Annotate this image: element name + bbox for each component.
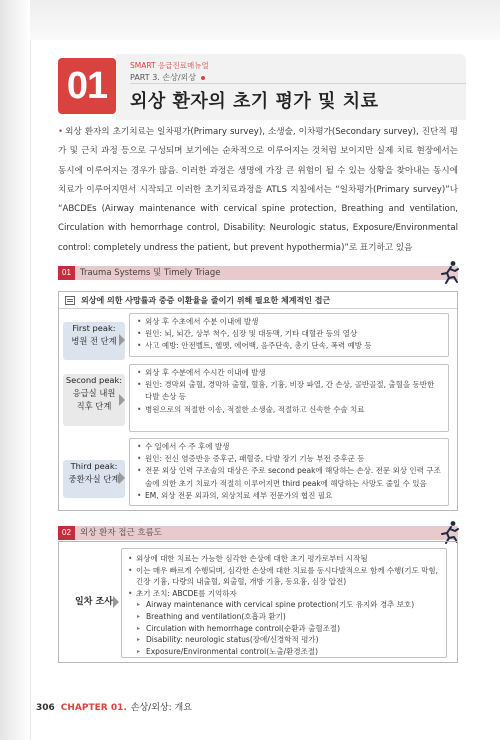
- section-bar-1: [58, 266, 458, 280]
- abcde-item: ▸ Circulation with hemorrhage control(순환과 출혈조절): [128, 623, 440, 635]
- running-figure-icon: [438, 260, 460, 284]
- table-heading-row: [59, 292, 457, 309]
- abcde-item: ▸ Breathing and ventilation(호흡과 환기): [128, 611, 440, 623]
- list-icon: [65, 296, 75, 305]
- row-box-1: [129, 313, 449, 357]
- row-label-3-line2: 중환자실 단계: [68, 474, 120, 484]
- spine-line: [30, 40, 31, 740]
- part-label-row: [130, 72, 205, 83]
- part-label: PART 3. 손상/외상: [130, 73, 196, 82]
- arrow-icon: [113, 596, 119, 608]
- arrow-icon: [119, 472, 125, 484]
- chapter-number-badge: [58, 58, 116, 114]
- footer-chapter: CHAPTER 01.: [60, 703, 127, 713]
- page-title: 외상 환자의 초기 평가 및 치료: [130, 91, 379, 112]
- list-item: • 원인: 뇌, 뇌간, 상부 척수, 심장 및 대동맥, 기타 대혈관 등의 열상: [137, 328, 442, 340]
- row-label-2: [65, 374, 123, 413]
- page-top-shadow: [0, 0, 500, 40]
- list-item: • EM, 외상 전문 외과의, 외상치료 세부 전문가의 협진 필요: [137, 490, 442, 502]
- list-item: • 원인: 경막외 출혈, 경막하 출혈, 혈흉, 기흉, 비장 파열, 간 손상, 골반골절, 출혈을 동반한 다발 손상 등: [137, 379, 442, 403]
- series-label: SMART 응급진료매뉴얼: [130, 61, 209, 70]
- list-item: • 원인: 전신 염증반응 증후군, 패혈증, 다발 장기 기능 부전 증후군 등: [137, 453, 442, 465]
- row-label-3: [65, 460, 123, 486]
- intro-paragraph: [58, 123, 458, 258]
- page-footer: [36, 700, 192, 713]
- row-label-1-line1: First peak:: [72, 323, 116, 333]
- list-item: • 외상 후 수초에서 수분 이내에 발생: [137, 316, 442, 328]
- bullet-icon: •: [58, 127, 64, 137]
- row-label-3-line1: Third peak:: [70, 461, 118, 471]
- trauma-peaks-table: [58, 291, 458, 511]
- list-item: • 외상에 대한 치료는 가능한 심각한 손상에 대한 초기 평가로부터 시작됨: [128, 553, 440, 565]
- list-item: • 사고 예방: 안전벨트, 헬멧, 에어백, 음주단속, 총기 단속, 폭력 예방 등: [137, 340, 442, 352]
- row-box-3: [129, 438, 449, 506]
- table-heading: 외상에 의한 사망률과 중증 이환율을 줄이기 위해 필요한 체계적인 접근: [81, 296, 331, 305]
- row-label-2-line3: 직후 단계: [76, 401, 112, 411]
- list-item: • 수 일에서 수 주 후에 발생: [137, 441, 442, 453]
- footer-chapter-title: 손상/외상: 개요: [130, 703, 192, 713]
- section-number-1: 01: [58, 266, 75, 280]
- list-item: • 전문 외상 인력 구조술의 대상은 주로 second peak에 해당하는 손상. 전문 외상 인력 구조술에 의한 초기 치료가 적절히 이루어지면 third peak에 해당하는 사망도 줄일 수 있음: [137, 465, 442, 489]
- section-title-1: Trauma Systems 및 Timely Triage: [80, 268, 221, 278]
- list-item: • 이는 매우 빠르게 수행되며, 심각한 손상에 대한 치료를 동시다발적으로 함께 수행(기도 막힘, 긴장 기흉, 다량의 내출혈, 외출혈, 개방 기흉, 동요흉, 심장 압전): [128, 565, 440, 588]
- primary-survey-label: 일차 조사: [75, 597, 113, 607]
- abcde-item: ▸ Airway maintenance with cervical spine protection(기도 유지와 경추 보호): [128, 599, 440, 611]
- page-number: 306: [36, 703, 55, 713]
- row-box-2: [129, 364, 449, 432]
- list-item: • 초기 조치: ABCDE를 기억하자: [128, 588, 440, 600]
- trauma-approach-table: [58, 541, 458, 663]
- row-label-2-line1: Second peak:: [65, 375, 123, 385]
- section-number-2: 02: [58, 526, 75, 540]
- section-title-2: 외상 환자 접근 흐름도: [80, 528, 163, 538]
- list-item: • 병원으로의 적절한 이송, 적절한 소생술, 적절하고 신속한 수술 치료: [137, 404, 442, 416]
- arrow-icon: [119, 394, 125, 406]
- abcde-item: ▸ Disability: neurologic status(장애/신경학적 평가): [128, 634, 440, 646]
- book-spine-shadow: [0, 0, 30, 740]
- intro-text: 외상 환자의 초기치료는 일차평가(Primary survey), 소생술, 이차평가(Secondary survey), 진단적 평가 및 근치 과정 등으로 구성되며 보기에는 순차적으로 이루어지는 것처럼 보이지만 실제 치료 현장에서는 동시에 이루어지는 경우가 많음. 이러한 과정은 생명에 가장 큰 위험이 될 수 있는 상황을 찾아내는 동시에 치료가 이루어지면서 시작되고 이러한 초기치료과정을 ATLS 지침에서는 “일차평가(Primary survey)”나 “ABCDEs (Airway maintenance with cervical spine protection, Breathing and ventilation, Circulation with hemorrhage control, Disability: Neurologic status, Exposure/Environmental control: completely undress the patient, but prevent hypothermia)”로 표기하고 있음: [58, 127, 458, 253]
- row-label-2-line2: 응급실 내원: [72, 388, 116, 398]
- primary-survey-box: [121, 548, 447, 658]
- arrow-icon: [119, 334, 125, 346]
- title-divider: [130, 83, 466, 84]
- row-label-1: [65, 322, 123, 348]
- row-label-1-line2: 병원 전 단계: [71, 336, 117, 346]
- abcde-item: ▸ Exposure/Environmental control(노출/환경조절): [128, 646, 440, 658]
- list-item: • 외상 후 수분에서 수시간 이내에 발생: [137, 367, 442, 379]
- part-dot-icon: [201, 76, 205, 80]
- section-bar-2: [58, 526, 458, 540]
- chapter-number: 01: [66, 65, 108, 107]
